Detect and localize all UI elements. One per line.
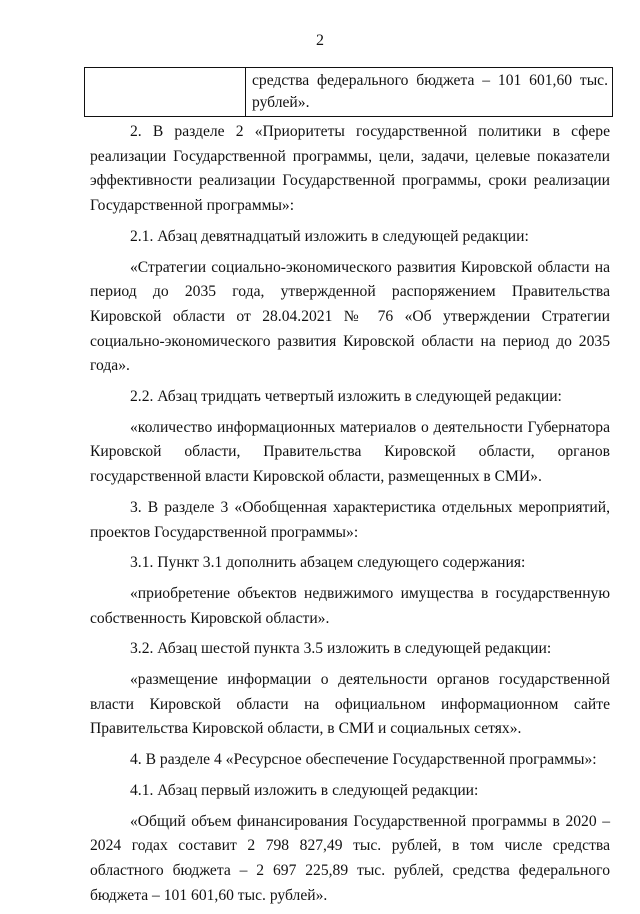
item-3-1-text: «приобретение объектов недвижимого имущества в государственную собственность Кировской области». — [90, 584, 610, 627]
section-2-heading: 2. В разделе 2 «Приоритеты государственной политики в сфере реализации Государственной программы, цели, задачи, целевые показатели эффективности реализации Государственной программы, сроки реализации Государственной программы»: — [90, 123, 610, 215]
item-4-1-text: «Общий объем финансирования Государственной программы в 2020 – 2024 годах составит 2 798 827,49 тыс. рублей, в том числе средства областного бюджета – 2 697 225,89 тыс. рублей, средства федерального бюджета – 101 601,60 тыс. рублей». — [90, 812, 610, 904]
section-3-heading: 3. В разделе 3 «Обобщенная характеристика отдельных мероприятий, проектов Государственной программы»: — [90, 498, 610, 541]
item-4-1: 4.1. Абзац первый изложить в следующей редакции: — [130, 781, 479, 799]
table-cell-empty — [85, 68, 246, 117]
page-number: 2 — [316, 32, 324, 49]
item-3-2-text: «размещение информации о деятельности органов государственной власти Кировской области на официальном информационном сайте Правительства Кировской области, в СМИ и социальных сетях». — [90, 671, 610, 738]
item-2-1-text: «Стратегии социально-экономического развития Кировской области на период до 2035 года, утвержденной распоряжением Правительства Кировской области от 28.04.2021 № 76 «Об утверждении Стратегии социально-экономического развития Кировской области на период до 2035 года». — [90, 258, 610, 375]
item-3-1: 3.1. Пункт 3.1 дополнить абзацем следующего содержания: — [130, 554, 526, 572]
item-2-2-text: «количество информационных материалов о деятельности Губернатора Кировской области, Правительства Кировской области, органов государственной власти Кировской области, размещенных в СМИ». — [90, 418, 610, 486]
table-row — [85, 68, 613, 117]
table-cell-federal-budget: средства федерального бюджета – 101 601,60 тыс. рублей». — [246, 68, 613, 117]
document-body — [90, 120, 610, 914]
item-3-2: 3.2. Абзац шестой пункта 3.5 изложить в следующей редакции: — [130, 640, 552, 658]
continuation-table — [84, 67, 613, 117]
item-2-1: 2.1. Абзац девятнадцатый изложить в следующей редакции: — [130, 227, 529, 245]
item-2-2: 2.2. Абзац тридцать четвертый изложить в следующей редакции: — [130, 388, 562, 406]
section-4-heading: 4. В разделе 4 «Ресурсное обеспечение Государственной программы»: — [130, 751, 597, 769]
